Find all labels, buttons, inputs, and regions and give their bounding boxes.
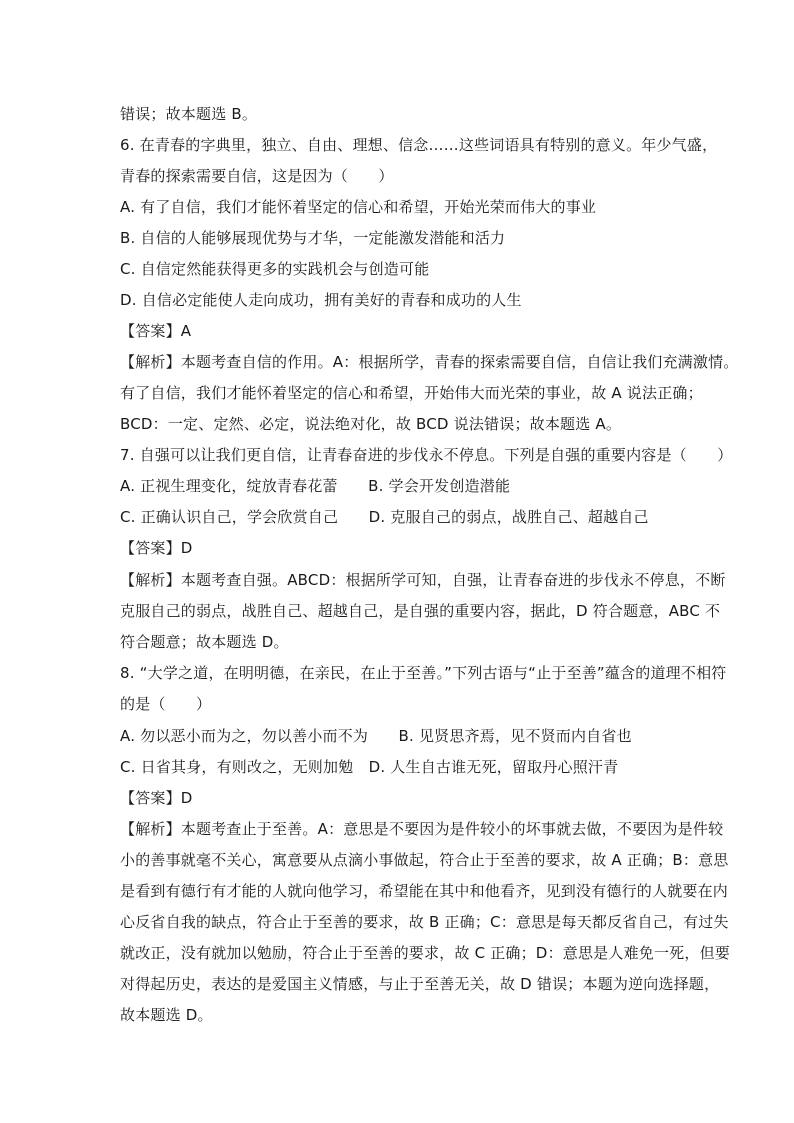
question-7-analysis: 符合题意；故本题选 D。 xyxy=(120,633,289,651)
question-7-options-ab: A. 正视生理变化，绽放青春花蕾 B. 学会开发创造潜能 xyxy=(120,477,511,495)
question-7-options-cd: C. 正确认识自己，学会欣赏自己 D. 克服自己的弱点，战胜自己、超越自己 xyxy=(120,508,649,526)
question-6-option-c: C. 自信定然能获得更多的实践机会与创造可能 xyxy=(120,260,430,278)
question-8-analysis: 就改正，没有就加以勉励，符合止于至善的要求，故 C 正确；D：意思是人难免一死，但要 xyxy=(120,944,730,962)
question-7-analysis: 克服自己的弱点，战胜自己、超越自己，是自强的重要内容，据此，D 符合题意，ABC 不 xyxy=(120,602,721,620)
question-8-analysis: 心反省自我的缺点，符合止于至善的要求，故 B 正确；C：意思是每天都反省自己，有过失 xyxy=(120,913,729,931)
question-8-analysis: 是看到有德行有才能的人就向他学习，希望能在其中和他看齐，见到没有德行的人就要在内 xyxy=(120,882,729,900)
text-line: 错误；故本题选 B。 xyxy=(120,105,258,123)
question-6-stem: 青春的探索需要自信，这是因为（ ） xyxy=(120,167,394,185)
question-8-stem: 8. “大学之道，在明明德，在亲民，在止于至善。”下列古语与“止于至善”蕴含的道理不相符 xyxy=(120,664,727,682)
question-6-analysis: 【解析】本题考查自信的作用。A：根据所学，青春的探索需要自信，自信让我们充满激情。 xyxy=(120,353,739,371)
question-8-options-cd: C. 日省其身，有则改之，无则加勉 D. 人生自古谁无死，留取丹心照汗青 xyxy=(120,758,619,776)
question-6-answer: 【答案】A xyxy=(120,322,192,340)
question-6-analysis: 有了自信，我们才能怀着坚定的信心和希望，开始伟大而光荣的事业，故 A 说法正确； xyxy=(120,384,703,402)
question-6-stem: 6. 在青春的字典里，独立、自由、理想、信念……这些词语具有特别的意义。年少气盛， xyxy=(120,136,718,154)
question-8-stem: 的是（ ） xyxy=(120,695,212,713)
question-8-analysis: 对得起历史，表达的是爱国主义情感，与止于至善无关，故 D 错误；本题为逆向选择题， xyxy=(120,975,720,993)
question-7-analysis: 【解析】本题考查自强。ABCD：根据所学可知，自强，让青春奋进的步伐永不停息，不断 xyxy=(120,571,726,589)
question-8-analysis: 故本题选 D。 xyxy=(120,1006,213,1024)
question-6-analysis: BCD：一定、定然、必定，说法绝对化，故 BCD 说法错误；故本题选 A。 xyxy=(120,415,622,433)
question-7-stem: 7. 自强可以让我们更自信，让青春奋进的步伐永不停息。下列是自强的重要内容是（ ） xyxy=(120,446,733,464)
question-6-option-b: B. 自信的人能够展现优势与才华，一定能激发潜能和活力 xyxy=(120,229,506,247)
question-7-answer: 【答案】D xyxy=(120,539,193,557)
question-8-analysis: 小的善事就毫不关心，寓意要从点滴小事做起，符合止于至善的要求，故 A 正确；B：意思 xyxy=(120,851,729,869)
question-8-options-ab: A. 勿以恶小而为之，勿以善小而不为 B. 见贤思齐焉，见不贤而内自省也 xyxy=(120,727,632,745)
question-8-answer: 【答案】D xyxy=(120,789,193,807)
question-8-analysis: 【解析】本题考查止于至善。A：意思是不要因为是件较小的坏事就去做，不要因为是件较 xyxy=(120,820,724,838)
question-6-option-d: D. 自信必定能使人走向成功，拥有美好的青春和成功的人生 xyxy=(120,291,522,309)
question-6-option-a: A. 有了自信，我们才能怀着坚定的信心和希望，开始光荣而伟大的事业 xyxy=(120,198,597,216)
